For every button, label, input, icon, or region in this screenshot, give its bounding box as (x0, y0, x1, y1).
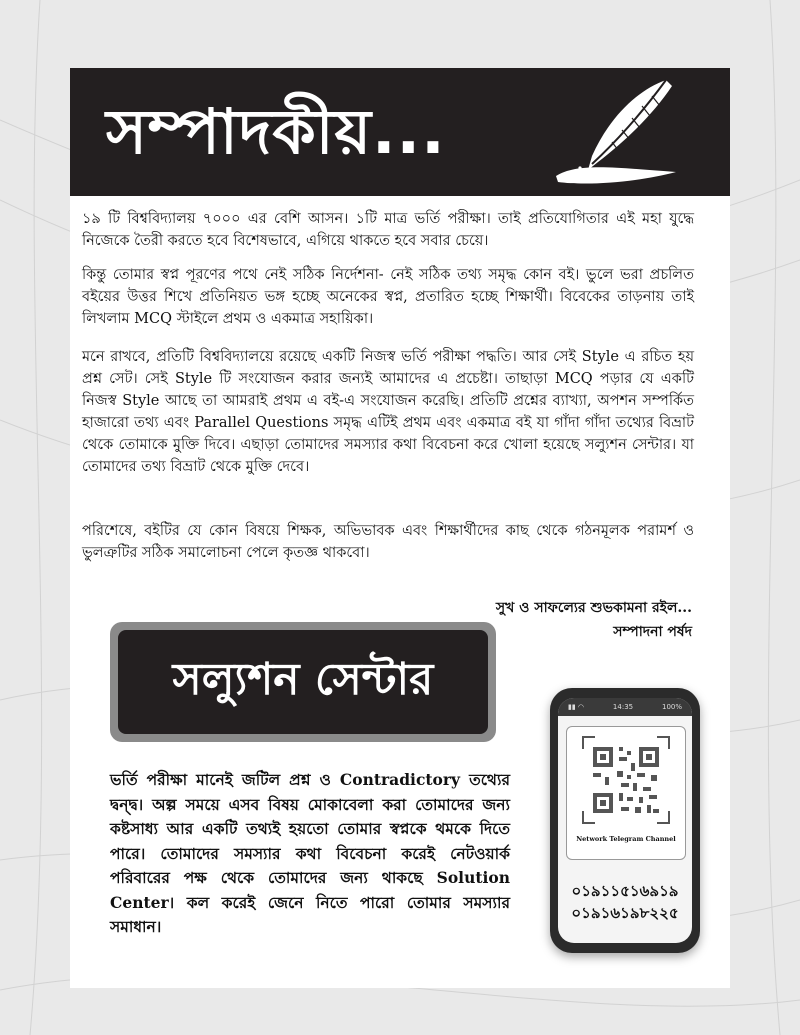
qr-code-icon (581, 735, 671, 825)
status-battery: 100% (661, 703, 682, 711)
editorial-title: সম্পাদকীয়... (106, 95, 446, 168)
editorial-paragraph: ১৯ টি বিশ্ববিদ্যালয় ৭০০০ এর বেশি আসন। ১টি মাত্র ভর্তি পরীক্ষা। তাই প্রতিযোগিতার এই মহা যুদ্ধে নিজেকে তৈরী করতে হবে বিশেষভাবে, এগিয়ে থাকতে হবে সবার চেয়ে। (82, 211, 694, 249)
solution-center-banner-inner (118, 630, 488, 734)
quill-pen-icon (548, 76, 688, 190)
phone-number[interactable]: ০১৯১১৫১৬৯১৯ (571, 882, 679, 900)
editorial-paragraph: কিন্তু তোমার স্বপ্ন পূরণের পথে নেই সঠিক নির্দেশনা- নেই সঠিক তথ্য সমৃদ্ধ কোন বই। ভুলে ভরা প্রচলিত বইয়ের উত্তর শিখে প্রতিনিয়ত ভঙ্গ হচ্ছে অনেকের স্বপ্ন, প্রতারিত হচ্ছে শিক্ষার্থী। বিবেকের তাড়নায় তাই লিখলাম MCQ স্টাইলে প্রথম ও একমাত্র সহায়িকা। (82, 267, 694, 327)
phone-screen (558, 698, 692, 943)
status-time: 14:35 (612, 703, 634, 711)
solution-center-banner (110, 622, 496, 742)
editorial-paragraph: মনে রাখবে, প্রতিটি বিশ্ববিদ্যালয়ে রয়েছে একটি নিজস্ব ভর্তি পরীক্ষা পদ্ধতি। আর সেই Style এ রচিত হয় প্রশ্ন সেট। সেই Style টি সংযোজন করার জন্যই আমাদের এ প্রচেষ্টা। তাছাড়া MCQ পড়ার যে একটি নিজস্ব Style আছে তা আমরাই প্রথম এ বই-এ সংযোজন করেছি। প্রতিটি প্রশ্নের ব্যাখ্যা, অপশন সম্পর্কিত হাজারো তথ্য এবং Parallel Questions সমৃদ্ধ এটিই প্রথম এবং একমাত্র বই যা গাঁদা গাঁদা তথ্যের বিভ্রাট থেকে তোমাকে মুক্তি দিবে। এছাড়া তোমাদের সমস্যার কথা বিবেচনা করে খোলা হয়েছে সল্যুশন সেন্টার। যা তোমাদের তথ্য বিভ্রাট থেকে মুক্তি দেবে। (82, 349, 694, 475)
solution-center-description: ভর্তি পরীক্ষা মানেই জটিল প্রশ্ন ও Contradictory তথ্যের দ্বন্দ্ব। অল্প সময়ে এসব বিষয় মোকাবেলা করা তোমাদের জন্য কষ্টসাধ্য আর একটি তথ্যই হয়তো তোমার স্বপ্নকে থমকে দিতে পারে। তোমাদের সমস্যার কথা বিবেচনা করেই নেটওয়ার্ক পরিবারের পক্ষ থেকে তোমাদের জন্য থাকছে Solution Center। কল করেই জেনে নিতে পারো তোমার সমস্যার সমাধান। (110, 770, 510, 936)
wishes-text: সুখ ও সাফল্যের শুভকামনা রইল... (495, 600, 692, 616)
qr-card (566, 726, 686, 860)
qr-caption: Network Telegram Channel (576, 835, 676, 843)
signal-icon: ▮▮ ◠ (568, 703, 585, 711)
editorial-paragraph: পরিশেষে, বইটির যে কোন বিষয়ে শিক্ষক, অভিভাবক এবং শিক্ষার্থীদের কাছ থেকে গঠনমূলক পরামর্শ ও ভুলত্রুটির সঠিক সমালোচনা পেলে কৃতজ্ঞ থাকবো। (82, 523, 694, 561)
editorial-signature: সম্পাদনা পর্ষদ (613, 624, 692, 640)
solution-center-title: সল্যুশন সেন্টার (172, 653, 434, 705)
editorial-banner (70, 68, 730, 196)
phone-status-bar (558, 698, 692, 716)
phone-number[interactable]: ০১৯১৬১৯৮২২৫ (571, 904, 679, 922)
phone-mockup (550, 688, 700, 953)
